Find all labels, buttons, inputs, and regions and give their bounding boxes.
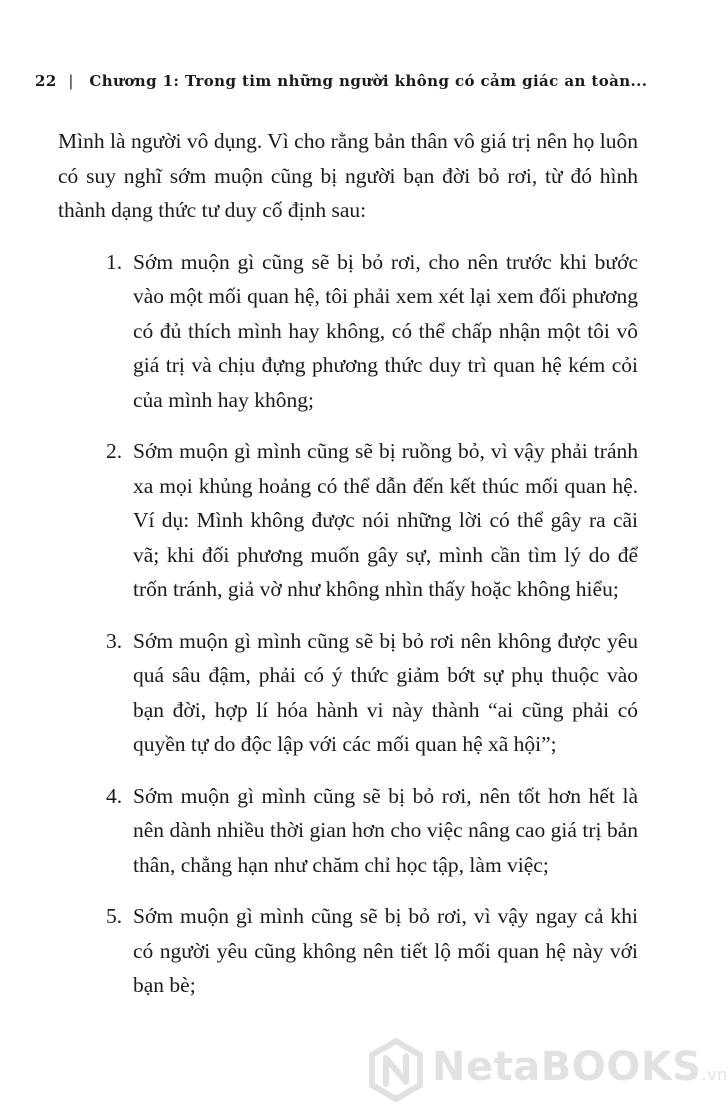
list-item-number: 1. xyxy=(106,249,123,274)
list-item-number: 4. xyxy=(106,783,123,808)
list-item xyxy=(58,899,638,1003)
page-number: 22 xyxy=(35,72,57,90)
watermark-text xyxy=(432,1044,728,1090)
list-item-number: 3. xyxy=(106,628,123,653)
list-item-text: Sớm muộn gì mình cũng sẽ bị bỏ rơi nên không được yêu quá sâu đậm, phải có ý thức giảm bớt sự phụ thuộc vào bạn đời, hợp lí hóa hành vi này thành “ai cũng phải có quyền tự do độc lập với các mối quan hệ xã hội”; xyxy=(133,628,638,756)
list-item-text: Sớm muộn gì mình cũng sẽ bị bỏ rơi, vì vậy ngay cả khi có người yêu cũng không nên tiết lộ mối quan hệ này với bạn bè; xyxy=(133,904,638,997)
netabooks-logo-icon xyxy=(368,1038,424,1102)
watermark-brand: NetaBOOKS xyxy=(432,1044,702,1090)
numbered-list xyxy=(58,245,638,1003)
chapter-title: Chương 1: Trong tim những người không có cảm giác an toàn... xyxy=(89,72,648,90)
list-item xyxy=(58,779,638,883)
page-body xyxy=(58,124,638,1020)
running-header xyxy=(35,72,675,90)
list-item xyxy=(58,434,638,607)
list-item xyxy=(58,624,638,762)
watermark-tld: .vn xyxy=(701,1065,728,1084)
list-item xyxy=(58,245,638,418)
list-item-number: 2. xyxy=(106,439,123,463)
list-item-text: Sớm muộn gì mình cũng sẽ bị bỏ rơi, nên tốt hơn hết là nên dành nhiều thời gian hơn cho việc nâng cao giá trị bản thân, chẳng hạn như chăm chỉ học tập, làm việc; xyxy=(133,783,638,877)
header-separator: | xyxy=(68,72,74,90)
list-item-text: Sớm muộn gì mình cũng sẽ bị ruồng bỏ, vì vậy phải tránh xa mọi khủng hoảng có thể dẫn đến kết thúc mối quan hệ. Ví dụ: Mình không được nói những lời có thể gây ra cãi vã; khi đối phương muốn gây sự, mình cần tìm lý do để trốn tránh, giả vờ như không nhìn thấy hoặc không hiểu; xyxy=(133,439,638,601)
list-item-text: Sớm muộn gì cũng sẽ bị bỏ rơi, cho nên trước khi bước vào một mối quan hệ, tôi phải xem xét lại xem đối phương có đủ thích mình hay không, có thể chấp nhận một tôi vô giá trị và chịu đựng phương thức duy trì quan hệ kém cỏi của mình hay không; xyxy=(133,249,638,412)
list-item-number: 5. xyxy=(106,904,123,928)
netabooks-watermark xyxy=(368,1030,728,1110)
intro-paragraph: Mình là người vô dụng. Vì cho rằng bản thân vô giá trị nên họ luôn có suy nghĩ sớm muộn cũng bị người bạn đời bỏ rơi, từ đó hình thành dạng thức tư duy cố định sau: xyxy=(58,129,638,222)
